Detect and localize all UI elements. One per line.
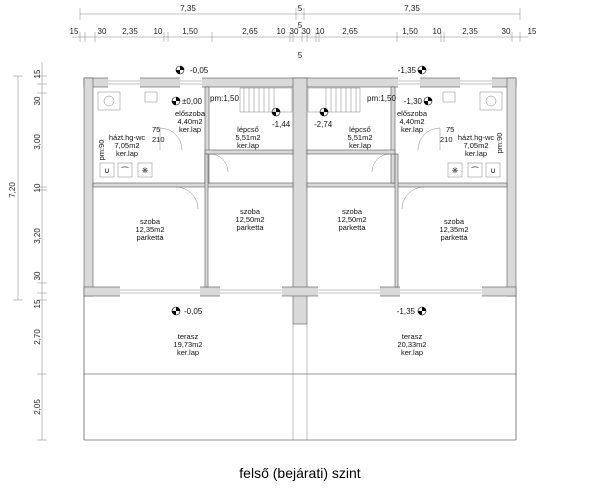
top-dimension-chain: [70, 4, 537, 60]
dim-sub-10: 10: [315, 27, 325, 36]
level-l-terr: -0,05: [184, 307, 203, 316]
svg-text:✳: ✳: [451, 166, 459, 175]
door-r-75: 75: [446, 125, 455, 134]
svg-text:terasz: terasz: [177, 332, 199, 341]
svg-text:12,35m2: 12,35m2: [439, 225, 469, 234]
dim-top-mid: 5: [297, 4, 303, 13]
dim-sub-3: 10: [153, 27, 163, 36]
dim-center-extra: 5: [297, 51, 303, 60]
svg-text:12,50m2: 12,50m2: [337, 215, 367, 224]
svg-text:házt.hg-wc: házt.hg-wc: [108, 133, 146, 142]
dim-sub-14: 2,35: [462, 27, 478, 36]
svg-text:5,51m2: 5,51m2: [347, 133, 373, 142]
svg-text:ker.lap: ker.lap: [400, 125, 424, 134]
door-r-pm90: pm:90: [495, 132, 504, 154]
room-l-terasz: [173, 332, 202, 357]
dim-top-left: 7,35: [180, 4, 196, 13]
svg-text:7,05m2: 7,05m2: [114, 141, 140, 150]
left-dimension-chain: [8, 62, 47, 440]
level-marker-r-top: [398, 66, 426, 75]
room-l-szoba1: [135, 217, 164, 242]
svg-text:∪: ∪: [490, 166, 496, 175]
dim-sub-15: 30: [501, 27, 511, 36]
svg-text:parketta: parketta: [440, 233, 468, 242]
svg-text:terasz: terasz: [401, 332, 423, 341]
dim-sub-6: 10: [276, 27, 286, 36]
dim-top-right: 7,35: [404, 4, 420, 13]
level-r-274: -2,74: [314, 120, 333, 129]
dim-left-1: 30: [33, 96, 42, 106]
svg-text:előszoba: előszoba: [174, 109, 206, 118]
level-l-top: -0,05: [190, 66, 209, 75]
svg-text:12,50m2: 12,50m2: [235, 215, 265, 224]
dim-sub-2: 2,35: [122, 27, 138, 36]
svg-text:20,33m2: 20,33m2: [397, 340, 427, 349]
level-marker-l-zero: [172, 97, 203, 106]
svg-text:házt.hg-wc: házt.hg-wc: [457, 133, 495, 142]
svg-text:ker.lap: ker.lap: [236, 141, 260, 150]
dim-left-outer: 7,20: [8, 182, 17, 198]
dim-sub-9: 30: [301, 27, 311, 36]
svg-text:szoba: szoba: [239, 207, 261, 216]
svg-text:parketta: parketta: [338, 223, 366, 232]
room-l-eloszoba: [175, 109, 206, 134]
svg-text:✳: ✳: [141, 166, 149, 175]
drawing-caption: felső (bejárati) szint: [239, 465, 361, 481]
level-marker-l-terr: [172, 307, 203, 316]
dim-sub-4: 1,50: [182, 27, 198, 36]
svg-text:ker.lap: ker.lap: [115, 149, 139, 158]
dim-sub-1: 30: [97, 27, 107, 36]
level-l-144: -1,44: [272, 120, 291, 129]
svg-text:∪: ∪: [104, 166, 110, 175]
level-marker-l-144: [272, 108, 291, 129]
svg-text:12,35m2: 12,35m2: [135, 225, 165, 234]
svg-text:ker.lap: ker.lap: [348, 141, 372, 150]
svg-text:parketta: parketta: [136, 233, 164, 242]
svg-text:7,05m2: 7,05m2: [463, 141, 489, 150]
level-marker-r-274: [314, 108, 333, 129]
dim-left-7: 2,70: [33, 329, 42, 345]
level-r-130: -1,30: [403, 97, 422, 106]
room-r-eloszoba: [397, 109, 428, 134]
level-r-pm: pm:1,50: [367, 94, 396, 103]
svg-text:lépcső: lépcső: [237, 125, 259, 134]
dim-sub-0: 15: [69, 27, 79, 36]
stair-right: [308, 88, 360, 112]
dim-sub-16: 15: [527, 27, 537, 36]
dim-left-4: 3,20: [33, 228, 42, 244]
room-r-lepcso: [347, 125, 372, 150]
svg-text:előszoba: előszoba: [396, 109, 428, 118]
svg-text:ker.lap: ker.lap: [176, 348, 200, 357]
svg-text:ker.lap: ker.lap: [178, 125, 202, 134]
level-marker-l-top: [176, 66, 209, 75]
svg-text:szoba: szoba: [341, 207, 363, 216]
svg-text:parketta: parketta: [236, 223, 264, 232]
level-r-top: -1,35: [397, 66, 416, 75]
level-r-terr: -1,35: [396, 307, 415, 316]
svg-text:ker.lap: ker.lap: [400, 348, 424, 357]
dim-left-6: 15: [33, 299, 42, 309]
stair-left: [240, 88, 292, 112]
dim-sub-13: 10: [432, 27, 442, 36]
room-r-szoba2: [439, 217, 468, 242]
svg-text:19,73m2: 19,73m2: [173, 340, 203, 349]
svg-text:⌒: ⌒: [471, 166, 479, 175]
svg-text:4,40m2: 4,40m2: [399, 117, 425, 126]
level-marker-r-130: [404, 97, 432, 106]
door-l-pm90: pm:90: [97, 139, 106, 161]
dim-sub-7: 30: [289, 27, 299, 36]
svg-text:5,51m2: 5,51m2: [235, 133, 261, 142]
svg-text:⌒: ⌒: [121, 166, 129, 175]
svg-text:szoba: szoba: [139, 217, 161, 226]
room-l-szoba2: [235, 207, 264, 232]
level-l-zero: ±0,00: [182, 97, 202, 106]
door-l-75: 75: [152, 125, 161, 134]
dim-left-3: 10: [33, 183, 42, 193]
door-l-210: 210: [152, 135, 165, 144]
dim-sub-11: 2,65: [342, 27, 358, 36]
svg-text:szoba: szoba: [443, 217, 465, 226]
room-l-lepcso: [235, 125, 260, 150]
dim-sub-12: 1,50: [402, 27, 418, 36]
room-r-szoba1: [337, 207, 366, 232]
level-marker-r-terr: [397, 307, 426, 316]
svg-text:4,40m2: 4,40m2: [177, 117, 203, 126]
room-l-hazt: [109, 133, 146, 158]
svg-text:ker.lap: ker.lap: [464, 149, 488, 158]
dim-sub-8: 5: [297, 21, 303, 30]
room-r-terasz: [397, 332, 426, 357]
room-r-hazt: [458, 133, 495, 158]
door-r-210: 210: [440, 135, 453, 144]
dim-left-8: 2,05: [33, 399, 42, 415]
dim-left-5: 30: [33, 271, 42, 281]
dim-left-0: 15: [33, 69, 42, 79]
dim-sub-5: 2,65: [242, 27, 258, 36]
level-l-pm: pm:1,50: [210, 94, 239, 103]
svg-text:lépcső: lépcső: [349, 125, 371, 134]
dim-left-2: 3,00: [33, 134, 42, 150]
